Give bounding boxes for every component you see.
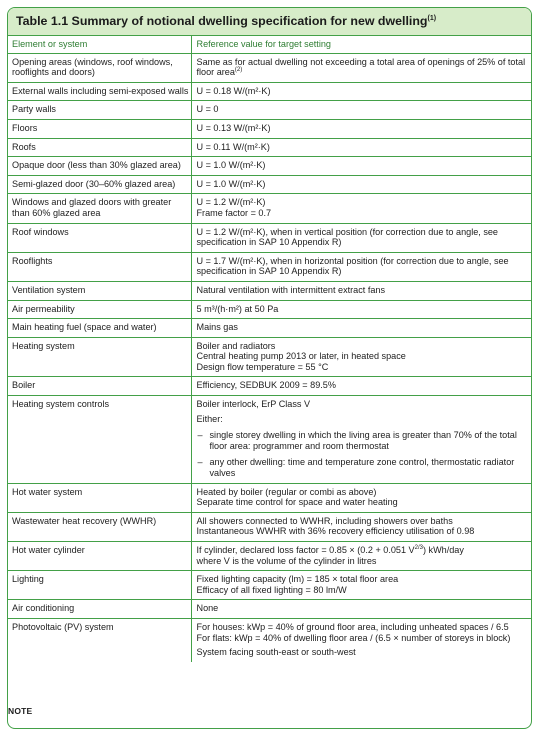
row-value: Mains gas [191,319,531,338]
table-row [8,157,531,176]
row-value: 5 m³/(h·m²) at 50 Pa [191,300,531,319]
row-value: U = 1.2 W/(m²·K), when in vertical position (for correction due to angle, see specification in SAP 10 Appendix R) [191,223,531,252]
row-value: U = 1.7 W/(m²·K), when in horizontal position (for correction due to angle, see specification in SAP 10 Appendix R) [191,252,531,281]
row-element: Photovoltaic (PV) system [8,618,191,661]
row-value [191,542,531,571]
table-row [8,194,531,223]
value-line: For flats: kWp = 40% of dwelling floor area / (6.5 × number of storeys in block) [196,632,511,643]
value-line: All showers connected to WWHR, including showers over baths [196,515,453,526]
table-row [8,542,531,571]
value-line: Heated by boiler (regular or combi as above) [196,486,377,497]
table-row [8,483,531,512]
value-line: Instantaneous WWHR with 36% recovery efficiency utilisation of 0.98 [196,526,475,537]
bullet-text: single storey dwelling in which the living area is greater than 70% of the total floor area: programmer and room thermostat [209,430,517,451]
row-element: Heating system [8,337,191,377]
row-value: U = 0.13 W/(m²·K) [191,119,531,138]
value-line: Fixed lighting capacity (lm) = 185 × total floor area [196,574,399,585]
table-row [8,300,531,319]
value-line: Boiler interlock, ErP Class V [196,399,311,410]
table-row [8,101,531,120]
row-element: Air permeability [8,300,191,319]
bullet-text: any other dwelling: time and temperature zone control, thermostatic radiator valves [209,457,515,479]
row-value: U = 1.0 W/(m²·K) [191,157,531,176]
row-value [191,396,531,484]
header-reference: Reference value for target setting [191,36,531,53]
table-row [8,281,531,300]
row-element: Lighting [8,571,191,600]
value-line: Efficacy of all fixed lighting = 80 lm/W [196,584,347,595]
table-title-text: Table 1.1 Summary of notional dwelling specification for new dwelling [16,14,428,28]
table-row [8,82,531,101]
table-header-row [8,36,531,53]
row-value: U = 0.18 W/(m²·K) [191,82,531,101]
note-label: NOTE [8,706,33,716]
value-line: Central heating pump 2013 or later, in heated space [196,351,406,362]
table-row [8,319,531,338]
bullet-dash: – [197,430,203,441]
row-element: Opaque door (less than 30% glazed area) [8,157,191,176]
formula-part: ) kWh/day [422,545,464,555]
row-value [191,194,531,223]
bullet-item [197,457,532,478]
row-element: Boiler [8,377,191,396]
row-element: Rooflights [8,252,191,281]
row-element: Hot water cylinder [8,542,191,571]
row-value-text: Same as for actual dwelling not exceeding a total area of openings of 25% of total floor area [196,56,526,78]
row-element: Hot water system [8,483,191,512]
bullet-dash: – [197,457,203,468]
row-element: Main heating fuel (space and water) [8,319,191,338]
table-row [8,252,531,281]
table-row [8,377,531,396]
table-row [8,138,531,157]
bullet-item [197,430,532,451]
value-line: Design flow temperature = 55 °C [196,361,329,372]
row-element: Windows and glazed doors with greater than 60% glazed area [8,194,191,223]
table-row [8,223,531,252]
formula-part: If cylinder, declared loss factor = 0.85 × (0.2 + 0.051 V [196,545,415,555]
table-row [8,571,531,600]
row-value [191,53,531,82]
row-element: Party walls [8,101,191,120]
table-row [8,337,531,377]
table-row [8,396,531,484]
table-row [8,600,531,619]
row-value [191,337,531,377]
table-row [8,618,531,661]
spec-table [8,36,531,662]
row-element: Roof windows [8,223,191,252]
row-value: None [191,600,531,619]
row-element: Opening areas (windows, roof windows, rooflights and doors) [8,53,191,82]
row-value: U = 0 [191,101,531,120]
row-element: Heating system controls [8,396,191,484]
row-value [191,571,531,600]
row-element: Air conditioning [8,600,191,619]
value-line: U = 1.2 W/(m²·K) [196,197,266,208]
row-value: Natural ventilation with intermittent extract fans [191,281,531,300]
value-line: where V is the volume of the cylinder in litres [196,555,377,566]
row-value: U = 1.0 W/(m²·K) [191,175,531,194]
row-value [191,618,531,661]
table-frame [7,7,532,729]
row-element: Ventilation system [8,281,191,300]
value-line: System facing south-east or south-west [196,647,356,658]
footnote-ref: (2) [234,67,243,74]
header-element: Element or system [12,39,88,49]
table-row [8,119,531,138]
table-row [8,175,531,194]
row-element: Floors [8,119,191,138]
row-element: External walls including semi-exposed walls [8,82,191,101]
row-value [191,512,531,541]
formula-exponent: 2/3 [414,545,423,551]
row-value: U = 0.11 W/(m²·K) [191,138,531,157]
value-line: Boiler and radiators [196,340,276,351]
value-line: For houses: kWp = 40% of ground floor area, including unheated spaces / 6.5 [196,621,509,632]
table-title [8,8,531,36]
table-row [8,512,531,541]
value-line [197,545,532,556]
value-line: Frame factor = 0.7 [196,207,272,218]
title-footnote-ref: (1) [427,15,437,22]
row-element: Roofs [8,138,191,157]
value-line: Separate time control for space and water heating [196,497,398,508]
value-line: Either: [196,413,223,424]
table-row [8,53,531,82]
row-value [191,483,531,512]
row-element: Semi-glazed door (30–60% glazed area) [8,175,191,194]
row-element: Wastewater heat recovery (WWHR) [8,512,191,541]
row-value: Efficiency, SEDBUK 2009 = 89.5% [191,377,531,396]
